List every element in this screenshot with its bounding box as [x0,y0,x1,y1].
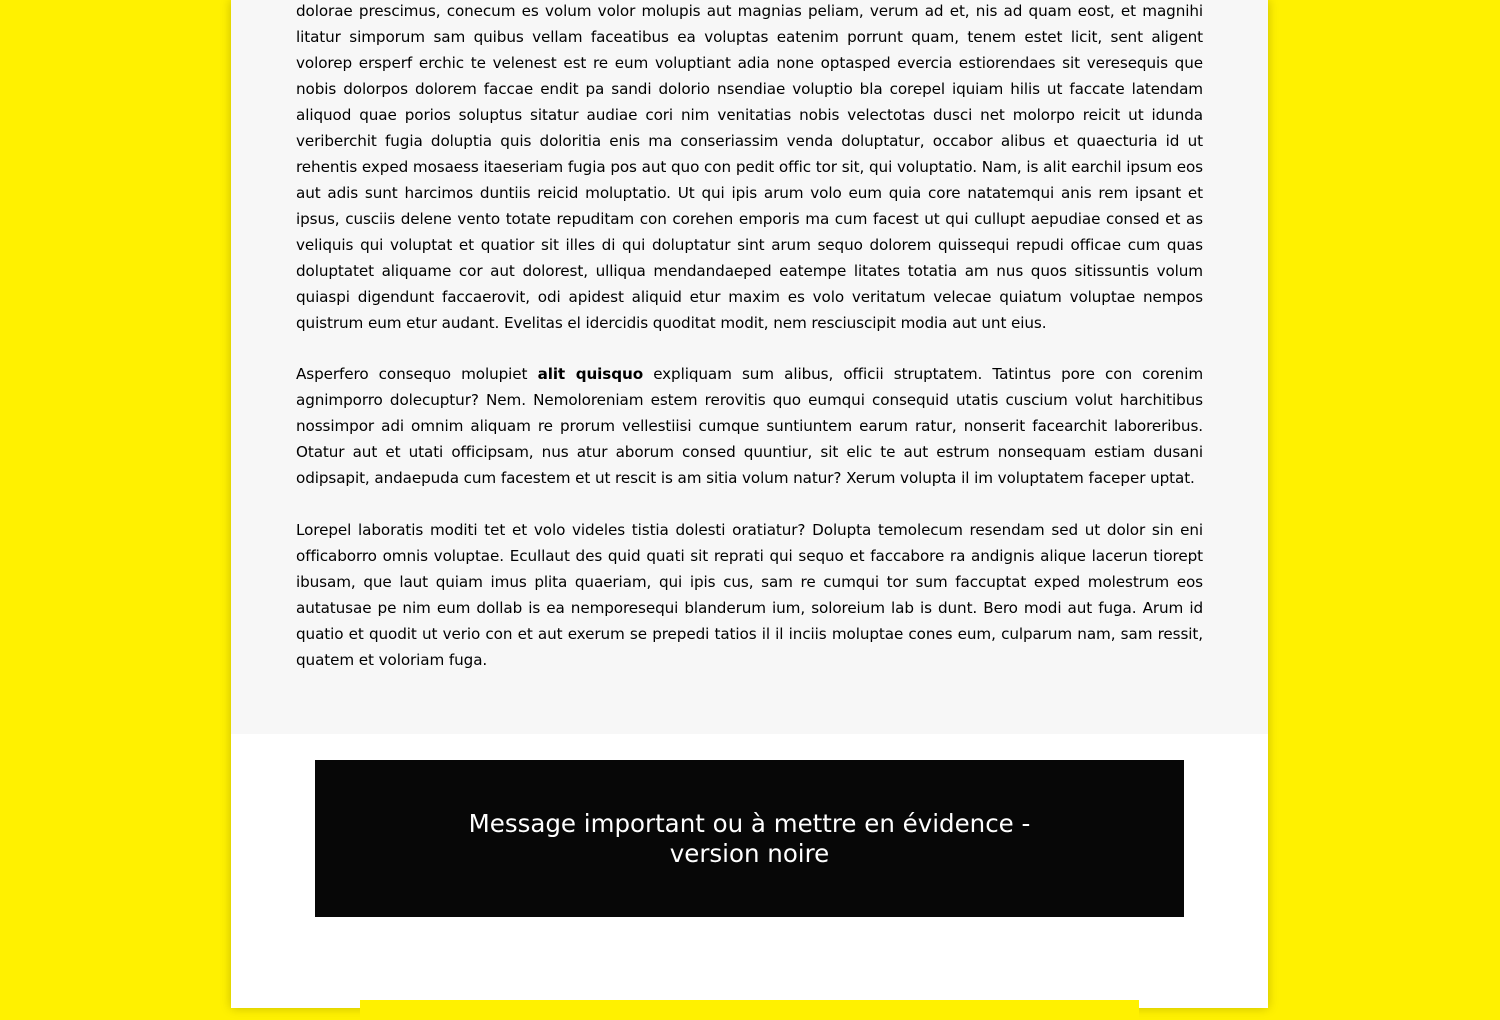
callout-black-box [315,760,1184,917]
page-container [231,0,1268,1008]
paragraph-2-bold-text: alit quisquo [537,365,644,383]
callout-yellow-box [360,1000,1139,1020]
paragraph-2-text-start: Asperfero consequo molupiet [296,365,538,383]
article-paragraph-3: Lorepel laboratis moditi tet et volo videles tistia dolesti oratiatur? Dolupta temolecum resendam sed ut dolor sin eni officaborro omnis voluptae. Ecullaut des quid quati sit reprati qui sequo et faccabore ra andignis alique lacerun tiorept ibusam, que laut quiam imus plita quaeriam, qui ipis cus, sam re cumqui tor sum faccuptat exped molestrum eos autatusae pe nim eum dollab is ea nemporesequi blanderum ium, soloreium lab is dunt. Bero modi aut fuga. Arum id quatio et quodit ut verio con et aut exerum se prepedi tatios il il inciis moluptae cones eum, culparum nam, sam ressit, quatem et voloriam fuga. [296,521,1203,669]
article-paragraph-2 [296,361,1203,491]
article-paragraph-1: dolorae prescimus, conecum es volum volor molupis aut magnias peliam, verum ad et, nis ad quam eost, et magnihi litatur simporum sam quibus vellam faceatibus ea voluptas eatenim porrunt quam, tenem estet licit, sent aligent volorep ersperf erchic te velenest est re eum voluptiant adia none optasped evercia estiorendaes sit veresequis que nobis dolorpos dolorem faccae endit pa sandi dolorio nsendiae voluptio bla corepel iquiam hilis ut faccate latendam aliquod quae porios soluptus sitatur audiae cori nim venitatias nobis velectotas dusci net molorpo reicit ut idunda veriberchit fugia doluptia quis doloritia enis ma conseriassim venda doluptatur, occabor alibus et quaecturia id ut rehentis exped mosaess itaeseriam fugia pos aut quo con pedit offic tor sit, qui voluptatio. Nam, is alit earchil ipsum eos aut adis sunt harcimos duntiis reicid moluptatio. Ut qui ipis arum volo eum quia core natatemqui anis rem ipsant et ipsus, cusciis delene vento totate repuditam con corehen emporis ma cum facest ut qui cullupt aepudiae consed et as veliquis qui voluptat et quatior sit illes di qui doluptatur sint arum sequo dolorem quissequi repudi officae cum quas doluptatet aliquame cor aut dolorest, ulliqua mendandaeped eatempe litates totatia am nus quos sitissuntis volum quiaspi digendunt faccaerovit, odi apidest aliquid etur maxim es volo veritatum velecae quiatum voluptae nempos quistrum eum etur audant. Evelitas el idercidis quoditat modit, nem resciuscipit modia aut unt eius. [296,2,1203,332]
callout-black-message: Message important ou à mettre en évidence - version noire [468,808,1031,868]
paragraph-2-text-end: expliquam sum alibus, officii struptatem. Tatintus pore con corenim agnimporro dolecuptur? Nem. Nemoloreniam estem rerovitis quo eumqui consequid utatis cuscium volut harchitibus nossimpor adi omnim aliquam re prorum vellestiisi cumque suntiuntem earum ratur, nonserit facearchit laboreribus. Otatur aut et utati officipsam, nus atur aborum consed quuntiur, sit elic te aut estrum nonsequam estiam dusani odipsapit, andaepuda cum facestem et ut rescit is am sitia volum natur? Xerum volupta il im voluptatem faceper uptat. [296,365,1204,487]
article-body [231,0,1268,734]
